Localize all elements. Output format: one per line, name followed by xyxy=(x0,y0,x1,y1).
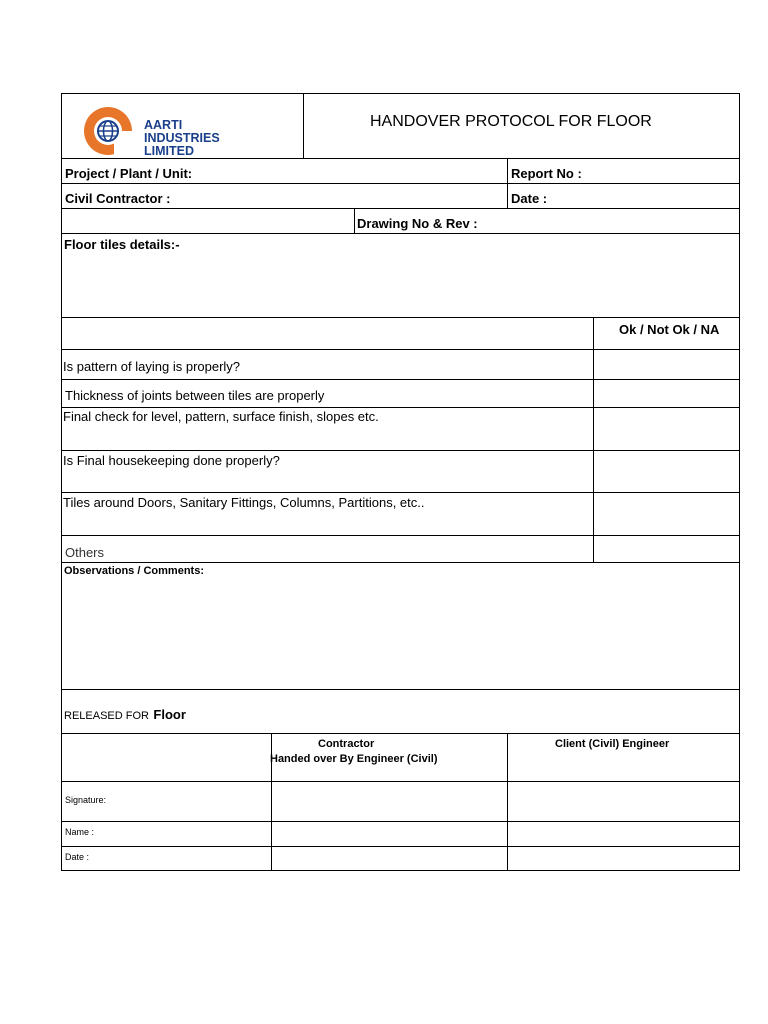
date-label: Date : xyxy=(511,191,548,206)
company-name-line3: LIMITED xyxy=(144,144,194,159)
checklist-item: Is pattern of laying is properly? xyxy=(63,359,241,374)
contractor-header: Contractor xyxy=(318,738,375,750)
checklist-item: Is Final housekeeping done properly? xyxy=(63,453,280,468)
signoff-date-label: Date : xyxy=(65,852,90,862)
drawing-no-label: Drawing No & Rev : xyxy=(357,216,478,231)
floor-tiles-details-label: Floor tiles details:- xyxy=(64,237,180,252)
company-name xyxy=(144,119,220,158)
status-column-divider xyxy=(593,317,594,562)
company-name-line1: AARTI xyxy=(144,118,183,132)
checklist-item: Thickness of joints between tiles are properly xyxy=(65,388,325,403)
company-name-line2: INDUSTRIES xyxy=(144,131,220,146)
civil-contractor-label: Civil Contractor : xyxy=(65,191,171,206)
released-for-prefix: RELEASED FOR xyxy=(64,710,149,722)
signature-label: Signature: xyxy=(65,795,107,805)
checklist-item: Tiles around Doors, Sanitary Fittings, Columns, Partitions, etc.. xyxy=(63,495,425,510)
header-divider xyxy=(303,94,304,159)
form-title: HANDOVER PROTOCOL FOR FLOOR xyxy=(370,113,652,130)
project-label: Project / Plant / Unit: xyxy=(65,166,193,181)
checklist-item: Final check for level, pattern, surface finish, slopes etc. xyxy=(63,409,379,424)
name-label: Name : xyxy=(65,827,95,837)
company-logo xyxy=(84,107,234,161)
contractor-engineer-header: Handed over By Engineer (Civil) xyxy=(270,753,438,765)
observations-label: Observations / Comments: xyxy=(64,565,204,577)
globe-icon xyxy=(96,119,120,143)
status-header: Ok / Not Ok / NA xyxy=(619,322,720,337)
released-for xyxy=(64,706,186,724)
report-no-label: Report No : xyxy=(511,166,582,181)
released-for-item: Floor xyxy=(153,707,186,722)
checklist-item: Others xyxy=(65,545,105,560)
handover-form xyxy=(61,93,740,871)
client-engineer-header: Client (Civil) Engineer xyxy=(555,738,670,750)
